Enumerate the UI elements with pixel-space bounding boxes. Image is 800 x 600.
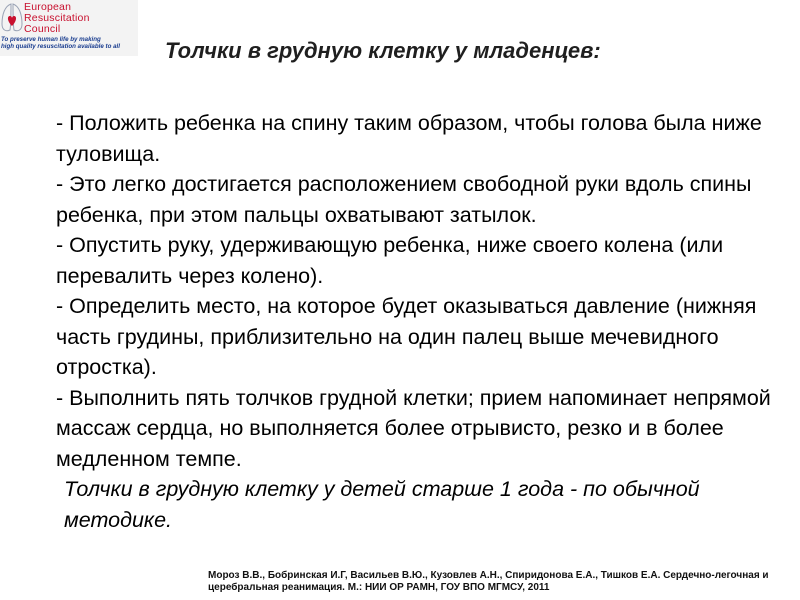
- instruction-paragraph: - Это легко достигается расположением свободной руки вдоль спины ребенка, при этом пальцы охватывают затылок.: [56, 172, 752, 227]
- slide-title: Толчки в грудную клетку у младенцев:: [165, 38, 601, 63]
- instruction-paragraph: - Опустить руку, удерживающую ребенка, ниже своего колена (или перевалить через колено).: [56, 233, 724, 288]
- logo-word-european: European: [24, 1, 72, 13]
- logo-word-council: Council: [24, 23, 61, 35]
- logo-tagline-1: To preserve human life by making: [1, 36, 101, 43]
- citation-footer: Мороз В.В., Бобринская И.Г, Васильев В.Ю., Кузовлев А.Н., Спиридонова Е.А., Тишков Е.А. Сердечно-легочная и церебральная реанимация. М.: НИИ ОР РАМН, ГОУ ВПО МГМСУ, 2011: [208, 570, 769, 593]
- instruction-paragraph: - Определить место, на которое будет оказываться давление (нижняя часть грудины, приблизительно на один палец выше мечевидного отростка).: [56, 294, 757, 379]
- instruction-paragraph: - Положить ребенка на спину таким образом, чтобы голова была ниже туловища.: [56, 111, 762, 166]
- erc-logo: [0, 0, 138, 56]
- slide-body: [40, 108, 785, 535]
- logo-tagline-2: high quality resuscitation available to all: [1, 43, 120, 50]
- instruction-paragraph: - Выполнить пять толчков грудной клетки; прием напоминает непрямой массаж сердца, но выполняется более отрывисто, резко и в более медленном темпе.: [56, 385, 771, 471]
- lungs-heart-icon: [0, 0, 24, 36]
- logo-word-resuscitation: Resuscitation: [24, 12, 90, 24]
- final-note: Толчки в грудную клетку у детей старше 1 года - по обычной методике.: [64, 477, 700, 532]
